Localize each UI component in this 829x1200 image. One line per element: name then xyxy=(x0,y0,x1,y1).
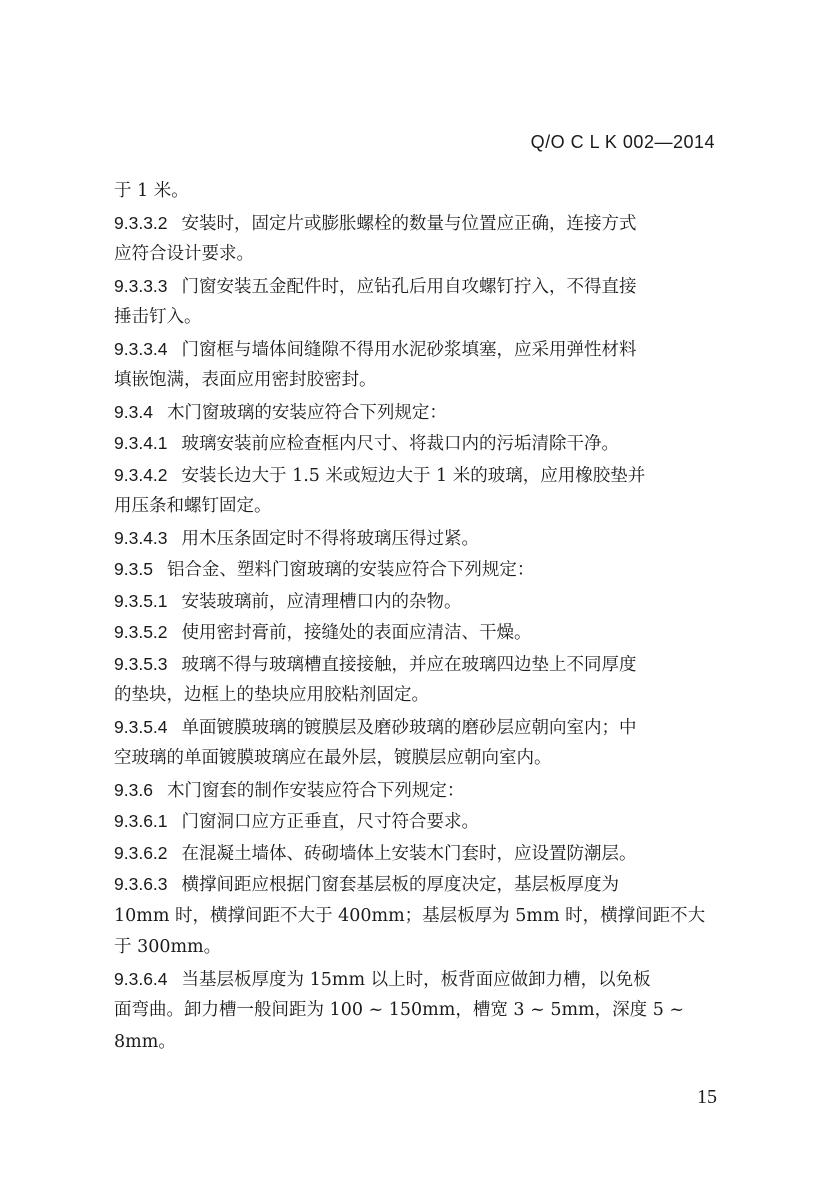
clause-text: 捶击钉入。 xyxy=(114,307,202,327)
clause-text: 填嵌饱满，表面应用密封胶密封。 xyxy=(114,370,377,390)
text-line xyxy=(114,932,716,964)
clause-number: 9.3.6.1 xyxy=(114,811,168,831)
clause-text: 门窗安装五金配件时，应钻孔后用自攻螺钉拧入，不得直接 xyxy=(181,276,637,297)
clause-number: 9.3.4.3 xyxy=(114,527,168,548)
clause-text: 使用密封膏前，接缝处的表面应清洁、干燥。 xyxy=(181,623,532,643)
page-number: 15 xyxy=(697,1086,717,1108)
text-line xyxy=(114,743,716,775)
text-line xyxy=(114,680,716,712)
clause-text: 当基层板厚度为 15mm 以上时，板背面应做卸力槽，以免板 xyxy=(181,969,651,990)
text-line xyxy=(114,428,716,460)
clause-text: 单面镀膜玻璃的镀膜层及磨砂玻璃的磨砂层应朝向室内；中 xyxy=(181,717,637,738)
clause-text: 玻璃安装前应检查框内尺寸、将裁口内的污垢清除干净。 xyxy=(181,434,620,454)
clause-number: 9.3.3.3 xyxy=(114,275,168,296)
text-line xyxy=(114,176,716,208)
text-line xyxy=(114,302,716,334)
clause-text: 10mm 时，横撑间距不大于 400mm；基层板厚为 5mm 时，横撑间距不大 xyxy=(114,905,706,926)
clause-number: 9.3.6.3 xyxy=(114,874,168,894)
clause-text: 在混凝土墙体、砖砌墙体上安装木门套时，应设置防潮层。 xyxy=(181,843,637,864)
text-line xyxy=(114,995,716,1027)
clause-text: 安装玻璃前，应清理槽口内的杂物。 xyxy=(181,591,462,612)
text-line xyxy=(114,239,716,271)
clause-number: 9.3.3.4 xyxy=(114,338,168,359)
clause-number: 9.3.5.4 xyxy=(114,716,168,737)
text-line xyxy=(114,460,716,492)
clause-text: 于 1 米。 xyxy=(114,181,189,201)
clause-text: 8mm。 xyxy=(114,1031,176,1052)
text-line xyxy=(114,365,716,397)
text-line xyxy=(114,649,716,681)
clause-text: 门窗框与墙体间缝隙不得用水泥砂浆填塞，应采用弹性材料 xyxy=(181,339,637,360)
text-line xyxy=(114,334,716,366)
clause-number: 9.3.5.1 xyxy=(114,590,168,611)
clause-text: 门窗洞口应方正垂直，尺寸符合要求。 xyxy=(181,812,480,832)
text-line xyxy=(114,806,716,838)
clause-text: 用木压条固定时不得将玻璃压得过紧。 xyxy=(181,528,480,549)
text-line xyxy=(114,869,716,901)
text-line xyxy=(114,964,716,996)
clause-number: 9.3.4.1 xyxy=(114,433,168,453)
clause-number: 9.3.6 xyxy=(114,779,153,800)
clause-text: 的垫块，边框上的垫块应用胶粘剂固定。 xyxy=(114,685,429,705)
clause-text: 面弯曲。卸力槽一般间距为 100 ~ 150mm，槽宽 3 ~ 5mm，深度 5 ~ xyxy=(114,1000,685,1020)
clause-text: 铝合金、塑料门窗玻璃的安装应符合下列规定： xyxy=(166,560,535,580)
clause-text: 用压条和螺钉固定。 xyxy=(114,496,272,516)
text-line xyxy=(114,1027,716,1059)
clause-text: 于 300mm。 xyxy=(114,937,222,957)
text-line xyxy=(114,554,716,586)
clause-text: 木门窗套的制作安装应符合下列规定： xyxy=(166,780,465,801)
clause-text: 空玻璃的单面镀膜玻璃应在最外层，镀膜层应朝向室内。 xyxy=(114,748,552,768)
text-line xyxy=(114,712,716,744)
document-body xyxy=(114,176,716,1058)
text-line xyxy=(114,208,716,240)
clause-text: 横撑间距应根据门窗套基层板的厚度决定，基层板厚度为 xyxy=(181,875,620,895)
text-line xyxy=(114,271,716,303)
clause-text: 木门窗玻璃的安装应符合下列规定： xyxy=(166,402,447,423)
clause-number: 9.3.5 xyxy=(114,559,153,579)
clause-number: 9.3.6.4 xyxy=(114,968,168,989)
text-line xyxy=(114,775,716,807)
clause-number: 9.3.5.2 xyxy=(114,622,168,642)
text-line xyxy=(114,397,716,429)
text-line xyxy=(114,617,716,649)
clause-number: 9.3.3.2 xyxy=(114,212,168,233)
clause-text: 玻璃不得与玻璃槽直接接触，并应在玻璃四边垫上不同厚度 xyxy=(181,654,637,675)
document-code: Q/O C L K 002—2014 xyxy=(530,132,715,152)
clause-number: 9.3.6.2 xyxy=(114,842,168,863)
text-line xyxy=(114,901,716,933)
clause-text: 应符合设计要求。 xyxy=(114,244,254,264)
clause-text: 安装时，固定片或膨胀螺栓的数量与位置应正确，连接方式 xyxy=(181,213,637,234)
text-line xyxy=(114,586,716,618)
text-line xyxy=(114,523,716,555)
clause-text: 安装长边大于 1.5 米或短边大于 1 米的玻璃，应用橡胶垫并 xyxy=(181,465,646,486)
clause-number: 9.3.5.3 xyxy=(114,653,168,674)
clause-number: 9.3.4 xyxy=(114,401,153,422)
clause-number: 9.3.4.2 xyxy=(114,464,168,485)
text-line xyxy=(114,491,716,523)
text-line xyxy=(114,838,716,870)
